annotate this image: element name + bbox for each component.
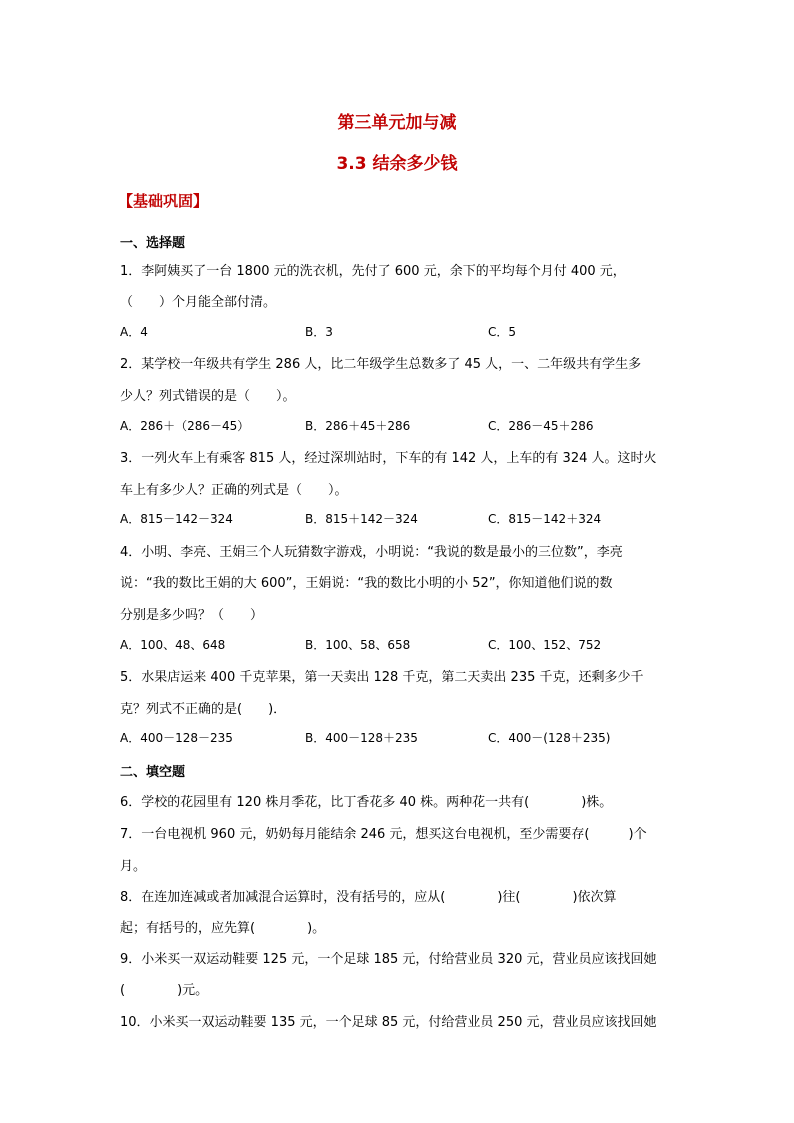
- q1-option-a: A．4: [120, 325, 148, 339]
- q2-option-a: A．286＋（286－45）: [120, 419, 250, 433]
- q10-line1: 10．小米买一双运动鞋要 135 元，一个足球 85 元，付给营业员 250 元，营业员应该找回她: [120, 1015, 657, 1030]
- q8-line2: 起；有括号的，应先算( )。: [120, 921, 326, 936]
- q4-option-a: A．100、48、648: [120, 638, 226, 652]
- q3-line1: 3．一列火车上有乘客 815 人，经过深圳站时，下车的有 142 人，上车的有 324 人。这时火: [120, 451, 657, 466]
- q2-option-b: B．286＋45＋286: [305, 419, 411, 433]
- unit-title: 第三单元加与减: [337, 113, 457, 133]
- q8-line1: 8．在连加连减或者加减混合运算时，没有括号的，应从( )往( )依次算: [120, 890, 617, 905]
- q4-option-c: C．100、152、752: [488, 638, 602, 652]
- q4-line2: 说：“我的数比王娟的大 600”，王娟说：“我的数比小明的小 52”，你知道他们说的数: [120, 576, 613, 591]
- q3-line2: 车上有多少人？正确的列式是（ ）。: [120, 483, 348, 498]
- q3-option-b: B．815＋142－324: [305, 512, 418, 526]
- q1-option-c: C．5: [488, 325, 517, 339]
- q5-line2: 克？列式不正确的是( )．: [120, 702, 287, 717]
- q2-option-c: C．286－45＋286: [488, 419, 594, 433]
- q4-line1: 4．小明、李亮、王娟三个人玩猜数字游戏，小明说：“我说的数是最小的三位数”，李亮: [120, 545, 623, 560]
- q5-option-b: B．400－128＋235: [305, 731, 418, 745]
- q1-line2: （ ）个月能全部付清。: [120, 295, 277, 310]
- q1-option-b: B．3: [305, 325, 333, 339]
- q3-option-a: A．815－142－324: [120, 512, 233, 526]
- q9-line2: ( )元。: [120, 983, 209, 998]
- part2-heading: 二、填空题: [120, 765, 186, 780]
- part1-heading: 一、选择题: [120, 236, 186, 251]
- q4-option-b: B．100、58、658: [305, 638, 411, 652]
- q9-line1: 9．小米买一双运动鞋要 125 元，一个足球 185 元，付给营业员 320 元，营业员应该找回她: [120, 952, 657, 967]
- q2-line1: 2．某学校一年级共有学生 286 人，比二年级学生总数多了 45 人，一、二年级共有学生多: [120, 357, 642, 372]
- q2-line2: 少人？列式错误的是（ ）。: [120, 389, 296, 404]
- q5-option-c: C．400－(128＋235): [488, 731, 611, 745]
- lesson-title: 3.3 结余多少钱: [336, 154, 458, 174]
- q7-line1: 7．一台电视机 960 元，奶奶每月能结余 246 元，想买这台电视机，至少需要存( )个: [120, 827, 647, 842]
- q5-option-a: A．400－128－235: [120, 731, 233, 745]
- q3-option-c: C．815－142＋324: [488, 512, 602, 526]
- section-label: 【基础巩固】: [118, 192, 209, 210]
- q7-line2: 月。: [120, 859, 147, 874]
- q4-line3: 分别是多少吗？（ ）: [120, 608, 264, 623]
- q1-line1: 1．李阿姨买了一台 1800 元的洗衣机，先付了 600 元，余下的平均每个月付 400 元，: [120, 264, 626, 279]
- q6-line1: 6．学校的花园里有 120 株月季花，比丁香花多 40 株。两种花一共有( )株。: [120, 795, 613, 810]
- q5-line1: 5．水果店运来 400 千克苹果，第一天卖出 128 千克，第二天卖出 235 千克，还剩多少千: [120, 670, 644, 685]
